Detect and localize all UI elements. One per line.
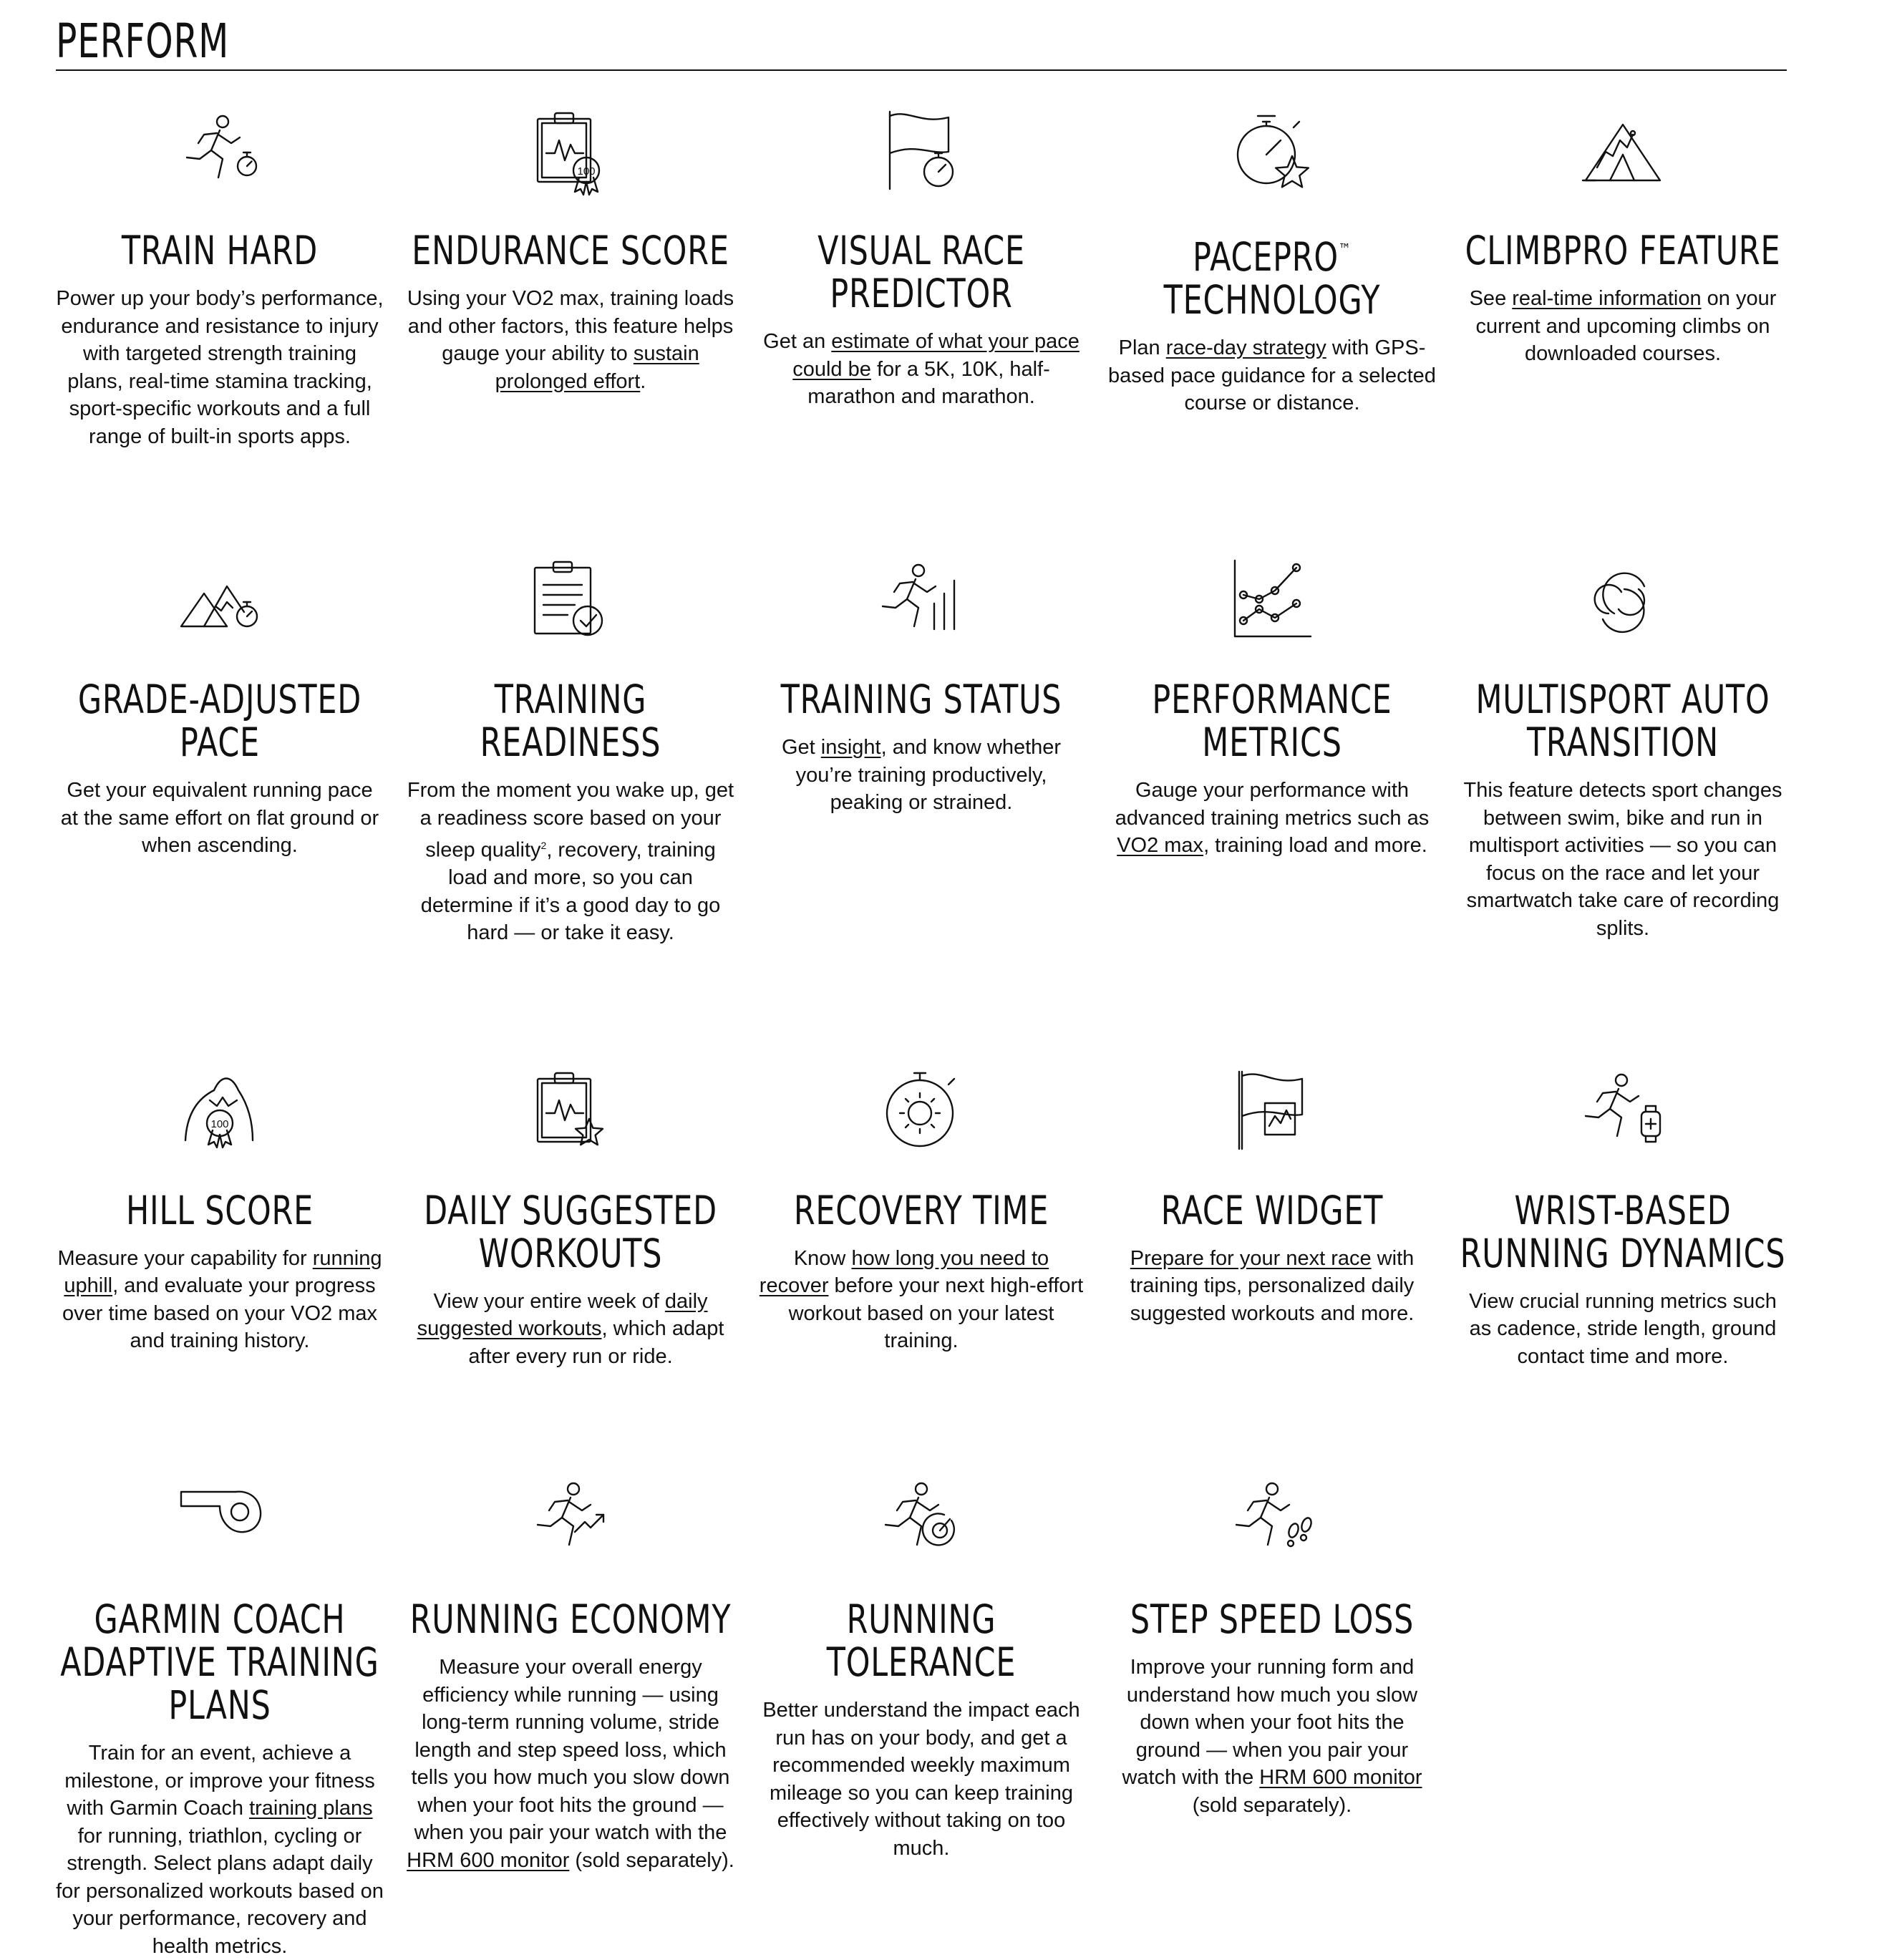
description-text: Power up your body’s performance, endurance and resistance to injury with targeted strength training plans, real-time stamina tracking, sport-specific workouts and a full range of built-in sports apps. — [56, 287, 384, 448]
feature-title-text: TRAINING READINESS — [480, 676, 661, 765]
description-text: Plan — [1118, 336, 1166, 359]
feature-performance-metrics — [1108, 450, 1436, 947]
description-text: with GPS-based pace guidance for a selected course or distance. — [1108, 336, 1436, 414]
feature-title — [1458, 229, 1787, 272]
feature-description — [56, 1740, 384, 1960]
feature-description — [757, 328, 1085, 411]
feature-title — [757, 229, 1086, 315]
feature-title-text: STEP SPEED LOSS — [1130, 1596, 1415, 1643]
feature-description — [1459, 285, 1787, 368]
runner-bars-icon — [878, 556, 964, 642]
line-graph-icon — [1229, 556, 1315, 642]
description-text: with training tips, personalized daily suggested workouts and more. — [1130, 1246, 1415, 1325]
feature-title — [757, 678, 1086, 721]
feature-title-text: RUNNING TOLERANCE — [826, 1596, 1017, 1686]
description-text: Get your equivalent running pace at the same effort on flat ground or when ascending. — [60, 779, 379, 857]
feature-description — [1108, 334, 1436, 417]
description-text: for running, triathlon, cycling or strength. Select plans adapt daily for personalized workouts based on your performance, recovery and health metrics. — [56, 1824, 384, 1958]
feature-title-text: ENDURANCE SCORE — [412, 228, 729, 273]
feature-wrist-based-running-dynamics — [1459, 947, 1787, 1371]
runner-stopwatch-icon — [177, 107, 263, 193]
description-text: Improve your running form and understand how much you slow down when your foot hits the ground — when you pair your watch with the — [1122, 1656, 1418, 1790]
feature-grade-adjusted-pace — [56, 450, 384, 947]
feature-description — [1459, 1288, 1787, 1371]
feature-title-text: DAILY SUGGESTED WORKOUTS — [424, 1187, 717, 1276]
description-text: See — [1469, 287, 1513, 310]
feature-title — [1107, 678, 1437, 764]
feature-title-text: TRAIN HARD — [121, 228, 319, 273]
description-text: , training load and more. — [1203, 834, 1427, 857]
feature-title — [1458, 678, 1787, 764]
feature-title — [1458, 1189, 1787, 1275]
description-text: From the moment you wake up, get a readiness score based on your sleep quality — [407, 779, 734, 862]
flag-chart-icon — [1229, 1067, 1315, 1153]
feature-pacepro — [1108, 107, 1436, 450]
feature-running-tolerance — [757, 1370, 1085, 1960]
feature-hill-score — [56, 947, 384, 1371]
feature-link[interactable]: training plans — [249, 1797, 373, 1820]
feature-garmin-coach-adaptive-training-plans — [56, 1370, 384, 1960]
feature-step-speed-loss — [1108, 1370, 1436, 1960]
feature-description — [1108, 1654, 1436, 1819]
description-text: Measure your overall energy efficiency while running — using long-term running volume, stride length and step speed loss, which tells you how much you slow down when your foot hits the ground — when you pair your watch with the — [411, 1656, 730, 1845]
description-text: , and evaluate your progress over time based on your VO2 max and training history. — [62, 1274, 378, 1353]
description-text: (sold separately). — [569, 1848, 734, 1872]
runner-trend-icon — [528, 1476, 613, 1562]
feature-title-text: RECOVERY TIME — [793, 1187, 1049, 1233]
feature-title-text: GARMIN COACH ADAPTIVE TRAINING PLANS — [60, 1596, 379, 1729]
feature-title-text: WRIST-BASED RUNNING DYNAMICS — [1460, 1187, 1786, 1276]
description-text: on your current and upcoming climbs on downloaded courses. — [1475, 287, 1777, 365]
description-text: Gauge your performance with advanced training metrics such as — [1115, 779, 1430, 830]
hill-badge-100-icon — [177, 1067, 263, 1153]
description-text: (sold separately). — [1192, 1793, 1352, 1817]
description-text: Better understand the impact each run has on your body, and get a recommended weekly maximum mileage so you can keep training effectively without taking on too much. — [762, 1699, 1080, 1860]
feature-training-status — [757, 450, 1085, 947]
feature-recovery-time — [757, 947, 1085, 1371]
feature-title — [406, 1598, 735, 1641]
stopwatch-star-icon — [1229, 107, 1315, 193]
feature-description — [56, 1245, 384, 1355]
feature-train-hard — [56, 107, 384, 450]
feature-title-text: RACE WIDGET — [1160, 1187, 1384, 1233]
clipboard-star-icon — [528, 1067, 613, 1153]
feature-endurance-score — [407, 107, 734, 450]
feature-title-text: PERFORMANCE METRICS — [1152, 676, 1392, 765]
feature-title-text: PACEPRO — [1193, 234, 1339, 280]
description-text: before your next high-effort workout based on your latest training. — [788, 1274, 1084, 1353]
mountain-climb-icon — [1580, 107, 1666, 193]
whistle-icon — [177, 1476, 263, 1562]
feature-link[interactable]: daily suggested workouts — [417, 1289, 708, 1341]
description-text: View crucial running metrics such as cadence, stride length, ground contact time and more. — [1469, 1289, 1777, 1368]
feature-grid — [56, 107, 1787, 1960]
description-text: Know — [793, 1246, 852, 1270]
description-text: Using your VO2 max, training loads and other factors, this feature helps gauge your ability to — [407, 287, 734, 365]
feature-title — [55, 678, 384, 764]
feature-title — [1107, 1189, 1437, 1232]
trademark-mark: ™ — [1338, 241, 1352, 259]
feature-description — [56, 285, 384, 450]
stopwatch-sun-icon — [878, 1067, 964, 1153]
feature-title — [55, 229, 384, 272]
feature-description — [1108, 1245, 1436, 1328]
feature-title-text: TECHNOLOGY — [1163, 277, 1381, 323]
feature-description — [56, 777, 384, 860]
section-divider — [56, 69, 1787, 71]
feature-description — [1108, 777, 1436, 860]
feature-link[interactable]: how long you need to recover — [759, 1246, 1049, 1298]
feature-title-text: CLIMBPRO FEATURE — [1465, 228, 1781, 273]
runner-gauge-icon — [878, 1476, 964, 1562]
runner-footprints-icon — [1229, 1476, 1315, 1562]
feature-title — [757, 1598, 1086, 1684]
svg-text:100: 100 — [210, 1117, 229, 1130]
feature-title — [1107, 229, 1437, 321]
feature-title-text: GRADE-ADJUSTED PACE — [77, 676, 362, 765]
feature-title — [406, 1189, 735, 1275]
feature-description — [407, 285, 734, 395]
description-text: Train for an event, achieve a milestone, or improve your fitness with Garmin Coach — [64, 1742, 375, 1820]
mountains-stopwatch-icon — [177, 556, 263, 642]
feature-title — [406, 678, 735, 764]
footnote-marker[interactable]: 2 — [540, 840, 547, 851]
feature-description — [757, 1697, 1085, 1862]
feature-title — [406, 229, 735, 272]
feature-climbpro-feature — [1459, 107, 1787, 450]
feature-visual-race-predictor — [757, 107, 1085, 450]
feature-title-text: HILL SCORE — [125, 1187, 314, 1233]
feature-link[interactable]: HRM 600 monitor — [1259, 1766, 1422, 1790]
clipboard-badge-100-icon — [528, 107, 613, 193]
feature-training-readiness — [407, 450, 734, 947]
description-text: . — [640, 369, 646, 393]
feature-race-widget — [1108, 947, 1436, 1371]
description-text: , and know whether you’re training productively, peaking or strained. — [795, 736, 1062, 814]
feature-link[interactable]: estimate of what your pace could be — [792, 330, 1080, 381]
feature-title-text: TRAINING STATUS — [780, 676, 1062, 722]
feature-daily-suggested-workouts — [407, 947, 734, 1371]
feature-description — [757, 734, 1085, 817]
description-text: , which adapt after every run or ride. — [468, 1317, 724, 1368]
flag-stopwatch-icon — [878, 107, 964, 193]
description-text: Get an — [763, 330, 832, 353]
feature-link[interactable]: insight — [820, 736, 881, 759]
section-title: PERFORM — [56, 14, 230, 69]
feature-description — [757, 1245, 1085, 1355]
description-text: , recovery, training load and more, so you can determine if it’s a good day to go hard — or take it easy. — [420, 838, 721, 945]
feature-description — [407, 1654, 734, 1874]
feature-link[interactable]: sustain prolonged effort — [495, 342, 699, 393]
linked-rings-icon — [1580, 556, 1666, 642]
feature-title-text: RUNNING ECONOMY — [409, 1596, 732, 1643]
description-text: This feature detects sport changes between swim, bike and run in multisport activities — so you can focus on the race and let your smartwatch take care of recording splits. — [1463, 779, 1782, 940]
feature-link[interactable]: real-time information — [1512, 287, 1702, 310]
feature-title — [757, 1189, 1086, 1232]
runner-watch-icon — [1580, 1067, 1666, 1153]
feature-link[interactable]: Prepare for your next race — [1130, 1246, 1372, 1270]
clipboard-check-icon — [528, 556, 613, 642]
feature-title — [55, 1598, 384, 1727]
feature-title — [55, 1189, 384, 1232]
description-text: for a 5K, 10K, half-marathon and marathon. — [807, 357, 1050, 408]
feature-description — [407, 1288, 734, 1371]
feature-title-text: VISUAL RACE PREDICTOR — [817, 228, 1025, 316]
feature-multisport-auto-transition — [1459, 450, 1787, 947]
svg-text:100: 100 — [577, 165, 596, 178]
feature-link[interactable]: running uphill — [64, 1246, 382, 1298]
description-text: View your entire week of — [433, 1289, 665, 1313]
description-text: Get — [781, 736, 821, 759]
feature-running-economy — [407, 1370, 734, 1960]
feature-description — [1459, 777, 1787, 942]
description-text: Measure your capability for — [57, 1246, 313, 1270]
feature-link[interactable]: VO2 max — [1117, 834, 1204, 857]
feature-link[interactable]: race-day strategy — [1165, 336, 1326, 359]
feature-title-text: MULTISPORT AUTO TRANSITION — [1475, 676, 1770, 765]
feature-link[interactable]: HRM 600 monitor — [407, 1848, 570, 1872]
feature-description — [407, 777, 734, 947]
feature-title — [1107, 1598, 1437, 1641]
